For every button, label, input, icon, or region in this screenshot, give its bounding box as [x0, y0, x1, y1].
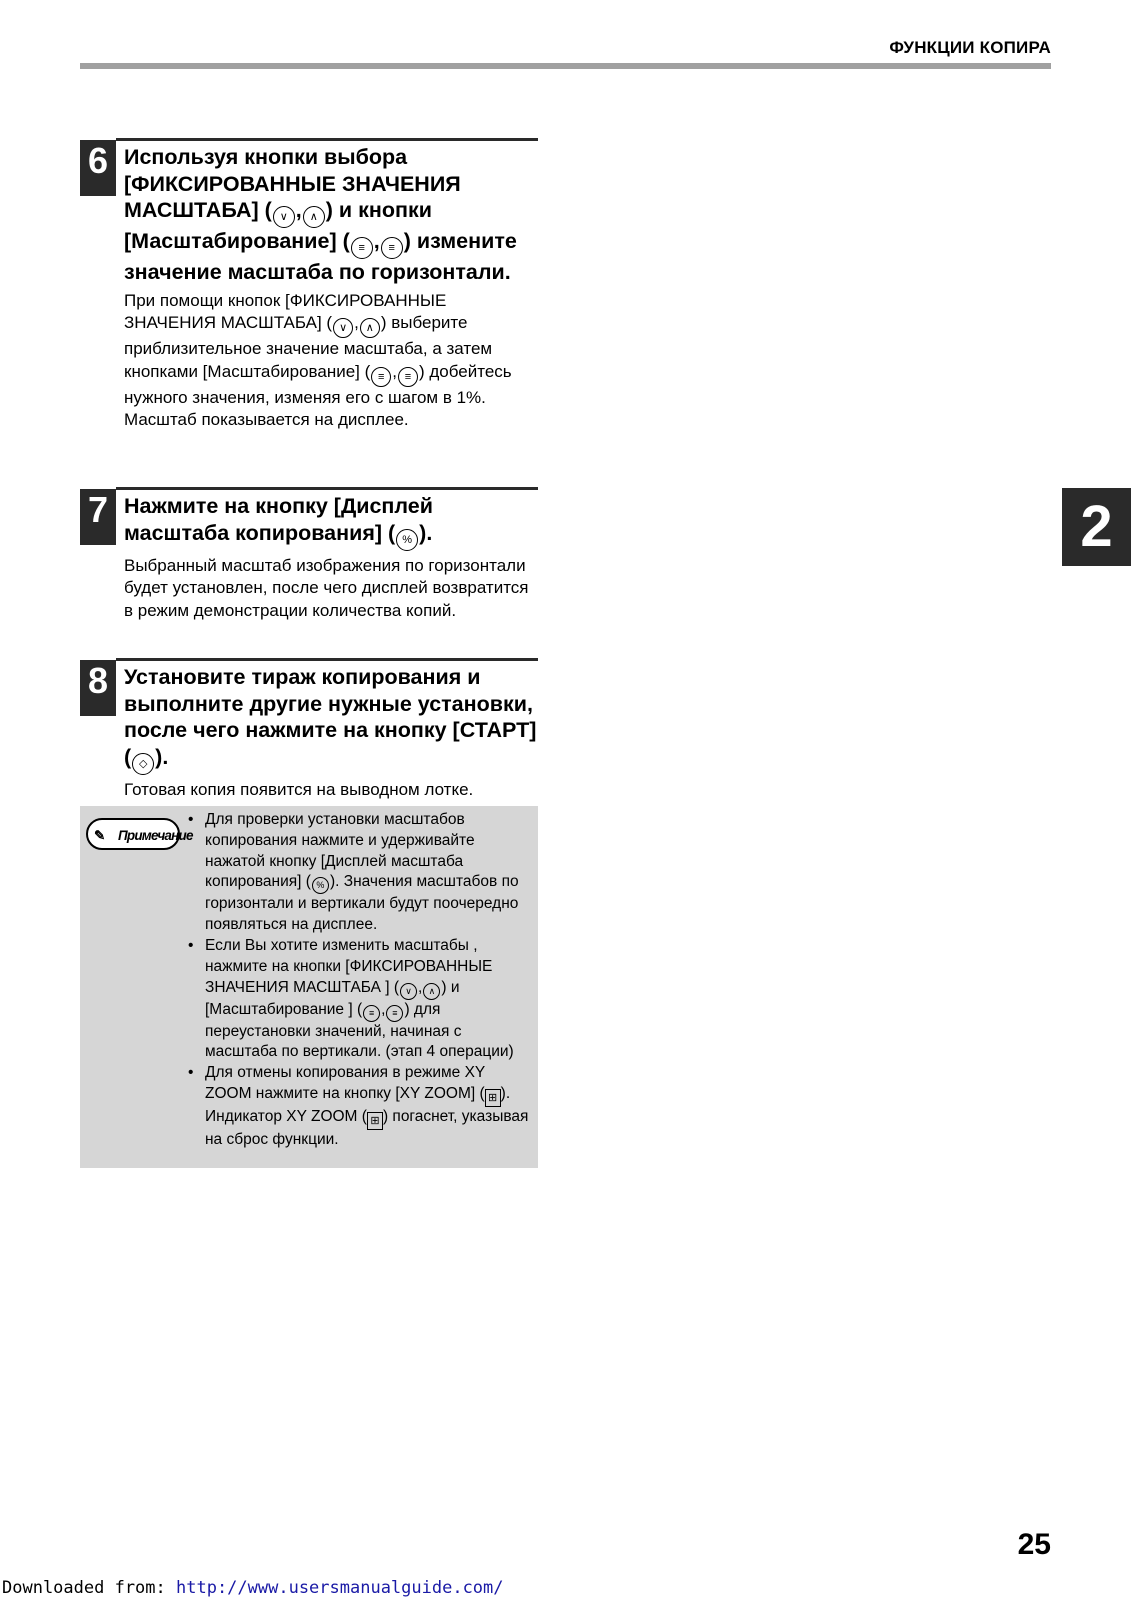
pencil-icon: ✎ — [94, 828, 105, 843]
fixed-zoom-down-icon: ∨ — [333, 318, 353, 338]
step-6 — [80, 138, 538, 432]
step-body: При помощи кнопок [ФИКСИРОВАННЫЕ ЗНАЧЕНИЯ МАСШТАБА] ( ∨ , ∧ ) выберите приблизительное значение масштаба, а затем кнопками [Масштабирование] ( ≡ , ≡ ) добейтесь нужного значения, изменяя его с шагом в 1%. Масштаб показывается на дисплее. — [124, 290, 512, 429]
fixed-zoom-down-icon: ∨ — [273, 206, 295, 228]
note-box — [80, 806, 538, 1168]
fixed-zoom-up-icon: ∧ — [360, 318, 380, 338]
copy-ratio-display-icon: % — [396, 529, 418, 551]
step-7 — [80, 487, 538, 622]
step-number: 8 — [80, 660, 116, 716]
step-body: Готовая копия появится на выводном лотке. — [124, 779, 474, 799]
zoom-down-icon: ≡ — [371, 367, 391, 387]
step-title: Нажмите на кнопку [Дисплей масштаба копирования] ( % ). — [124, 487, 538, 551]
zoom-down-icon: ≡ — [351, 237, 373, 259]
step-number: 6 — [80, 140, 116, 196]
fixed-zoom-down-icon: ∨ — [400, 983, 417, 1000]
copy-ratio-display-icon: % — [312, 877, 329, 894]
download-notice: Downloaded from: http://www.usersmanualguide.com/ — [2, 1578, 504, 1598]
note-badge: ✎ Примечание — [86, 818, 180, 850]
xy-zoom-indicator-icon: ⊞ — [367, 1112, 383, 1130]
chapter-tab: 2 — [1062, 488, 1131, 566]
note-item: • Для отмены копирования в режиме XY ZOOM нажмите на кнопку [XY ZOOM] ( ⊞ ). Индикатор XY ZOOM ( ⊞ ) погаснет, указывая на сброс функции. — [188, 1063, 532, 1151]
step-body: Выбранный масштаб изображения по горизонтали будет установлен, после чего дисплей возвратится в режим демонстрации количества копий. — [124, 555, 529, 620]
header-rule — [80, 63, 1051, 69]
step-rule — [116, 658, 538, 661]
step-rule — [116, 138, 538, 141]
zoom-up-icon: ≡ — [398, 367, 418, 387]
step-title: Используя кнопки выбора [ФИКСИРОВАННЫЕ ЗНАЧЕНИЯ МАСШТАБА] ( ∨ , ∧ ) и кнопки [Масштабирование] ( ≡ , ≡ ) измените значение масштаба по горизонтали. — [124, 145, 517, 284]
zoom-up-icon: ≡ — [381, 237, 403, 259]
zoom-up-icon: ≡ — [386, 1005, 403, 1022]
step-8 — [80, 658, 538, 801]
fixed-zoom-up-icon: ∧ — [303, 206, 325, 228]
note-item: • Если Вы хотите изменить масштабы , нажмите на кнопки [ФИКСИРОВАННЫЕ ЗНАЧЕНИЯ МАСШТАБА ] ( ∨ , ∧ ) и [Масштабирование ] ( ≡ , ≡ ) для переустановки значений, начиная с масштаба по вертикали. (этап 4 операции) — [188, 936, 532, 1063]
xy-zoom-icon: ⊞ — [485, 1089, 501, 1107]
zoom-down-icon: ≡ — [363, 1005, 380, 1022]
page-number: 25 — [1017, 1528, 1051, 1561]
fixed-zoom-up-icon: ∧ — [423, 983, 440, 1000]
step-title: Установите тираж копирования и выполните другие нужные установки, после чего нажмите на кнопку [СТАРТ] ( ◇ ). — [124, 658, 538, 775]
note-list — [188, 810, 532, 1151]
note-item: • Для проверки установки масштабов копирования нажмите и удерживайте нажатой кнопку [Дисплей масштаба копирования] ( % ). Значения масштабов по горизонтали и вертикали будут поочередно появляться на дисплее. — [188, 810, 532, 936]
step-rule — [116, 487, 538, 490]
start-icon: ◇ — [132, 753, 154, 775]
page-header-title: ФУНКЦИИ КОПИРА — [889, 38, 1051, 57]
download-link[interactable]: http://www.usersmanualguide.com/ — [176, 1578, 504, 1598]
step-number: 7 — [80, 489, 116, 545]
